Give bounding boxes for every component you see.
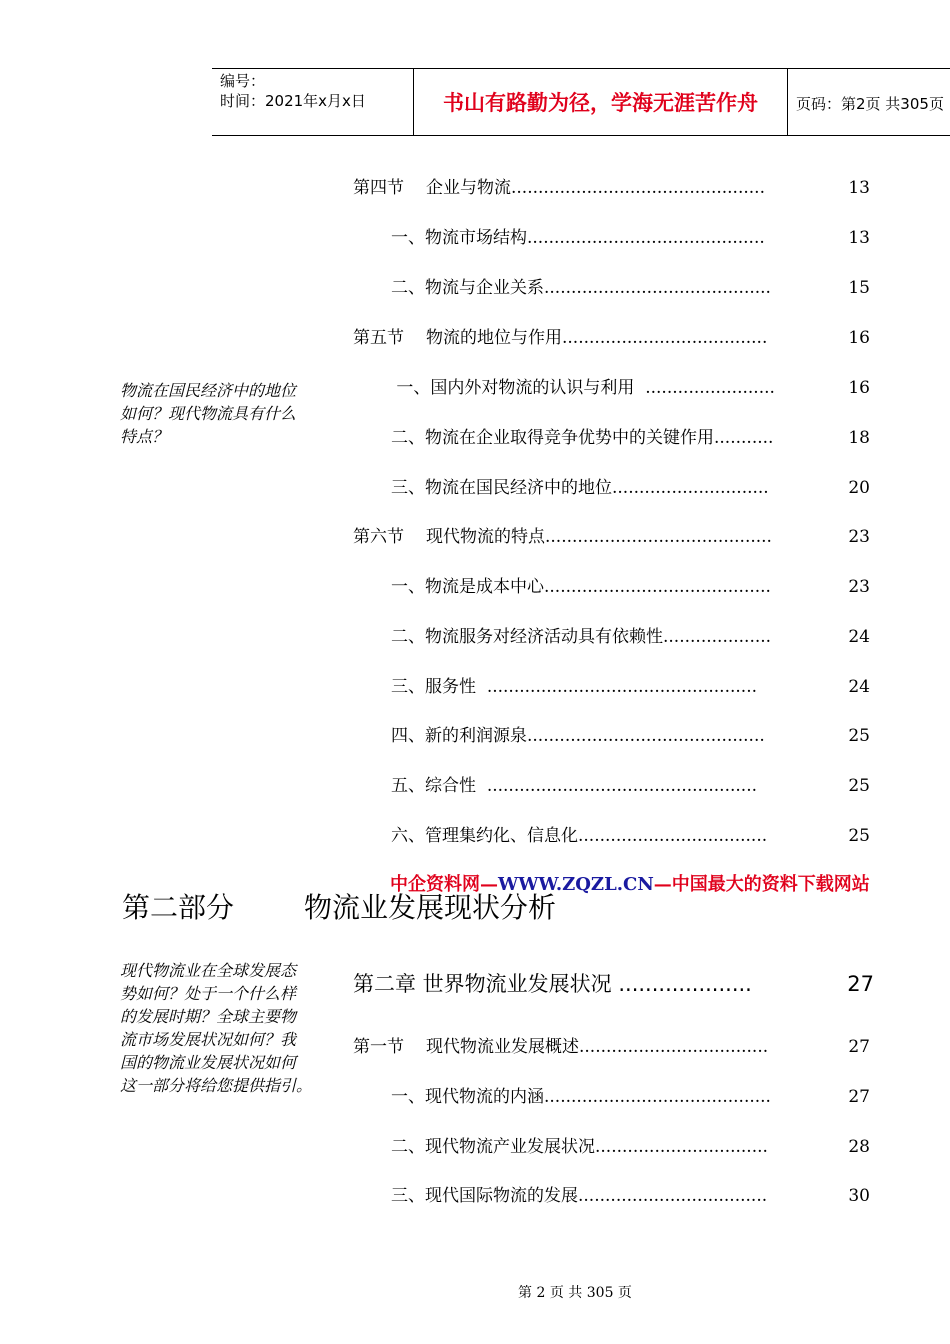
toc-entry[interactable]: 三、物流在国民经济中的地位............................. [391, 478, 769, 498]
note-line: 特点？ [120, 427, 169, 446]
toc-entry[interactable]: 四、新的利润源泉............................................ [391, 726, 765, 746]
note-line: 的发展时期？全球主要物 [120, 1007, 297, 1026]
date-label: 时间：2021年x月x日 [220, 92, 366, 110]
chapter-entry[interactable]: 第二章 世界物流业发展状况 .................... [353, 972, 752, 996]
header-meta [220, 71, 366, 111]
toc-entry[interactable]: 二、物流与企业关系.......................................... [391, 278, 771, 298]
toc-page: 25 [848, 726, 870, 746]
toc-page: 15 [848, 278, 870, 298]
chapter-page: 27 [847, 972, 874, 996]
toc-page: 23 [848, 577, 870, 597]
part-label: 第二部分 [122, 891, 235, 924]
header-page-number: 页码：第2页 共305页 [796, 95, 944, 113]
watermark-text: 中企资料网— [390, 874, 498, 895]
note-line: 现代物流业在全球发展态 [120, 961, 297, 980]
toc-entry[interactable]: 一、国内外对物流的认识与利用 ........................ [391, 378, 775, 398]
header-motto: 书山有路勤为径，学海无涯苦作舟 [443, 91, 758, 115]
toc-entry[interactable]: 第五节 物流的地位与作用...................................... [353, 328, 768, 348]
toc-page: 18 [848, 428, 870, 448]
watermark-text: —中国最大的资料下载网站 [653, 874, 870, 895]
note-line: 流市场发展状况如何？我 [120, 1030, 297, 1049]
note-line: 势如何？处于一个什么样 [120, 984, 297, 1003]
note-line: 国的物流业发展状况如何 [120, 1053, 297, 1072]
toc-page: 23 [848, 527, 870, 547]
toc-entry[interactable]: 一、物流是成本中心.......................................... [391, 577, 771, 597]
toc-page: 20 [848, 478, 870, 498]
header-divider [787, 69, 788, 135]
toc-entry[interactable]: 二、物流在企业取得竞争优势中的关键作用........... [391, 428, 774, 448]
toc-entry[interactable]: 第六节 现代物流的特点.......................................... [353, 527, 772, 547]
serial-label: 编号： [220, 72, 266, 90]
footer-page-number: 第 2 页 共 305 页 [518, 1285, 632, 1301]
toc-entry[interactable]: 三、现代国际物流的发展................................... [391, 1186, 768, 1206]
toc-page: 13 [848, 178, 870, 198]
toc-entry[interactable]: 一、物流市场结构............................................ [391, 228, 765, 248]
toc-page: 16 [848, 328, 870, 348]
margin-note [120, 379, 296, 448]
page-footer [0, 1282, 950, 1302]
part-heading [122, 888, 557, 928]
toc-page: 16 [848, 378, 870, 398]
toc-page: 13 [848, 228, 870, 248]
note-line: 这一部分将给您提供指引。 [120, 1076, 313, 1095]
toc-page: 25 [848, 826, 870, 846]
toc-entry[interactable]: 六、管理集约化、信息化................................... [391, 826, 768, 846]
toc-page: 24 [848, 677, 870, 697]
toc-entry[interactable]: 第一节 现代物流业发展概述................................... [353, 1037, 769, 1057]
toc-page: 30 [848, 1186, 870, 1206]
toc-entry[interactable]: 五、综合性 .................................................. [391, 776, 758, 796]
toc-page: 28 [848, 1137, 870, 1157]
page-header [212, 68, 950, 136]
toc-page: 25 [848, 776, 870, 796]
toc-entry[interactable]: 第四节 企业与物流............................................... [353, 178, 765, 198]
toc-entry[interactable]: 三、服务性 .................................................. [391, 677, 758, 697]
toc-page: 24 [848, 627, 870, 647]
part-title: 物流业发展现状分析 [304, 891, 557, 924]
note-line: 物流在国民经济中的地位 [120, 381, 297, 400]
watermark-url: WWW.ZQZL.CN [498, 874, 654, 895]
margin-note [120, 959, 312, 1097]
toc-page: 27 [848, 1037, 870, 1057]
note-line: 如何？现代物流具有什么 [120, 404, 297, 423]
toc-entry[interactable]: 二、现代物流产业发展状况................................ [391, 1137, 768, 1157]
toc-entry[interactable]: 二、物流服务对经济活动具有依赖性.................... [391, 627, 772, 647]
toc-entry[interactable]: 一、现代物流的内涵.......................................... [391, 1087, 771, 1107]
toc-page: 27 [848, 1087, 870, 1107]
